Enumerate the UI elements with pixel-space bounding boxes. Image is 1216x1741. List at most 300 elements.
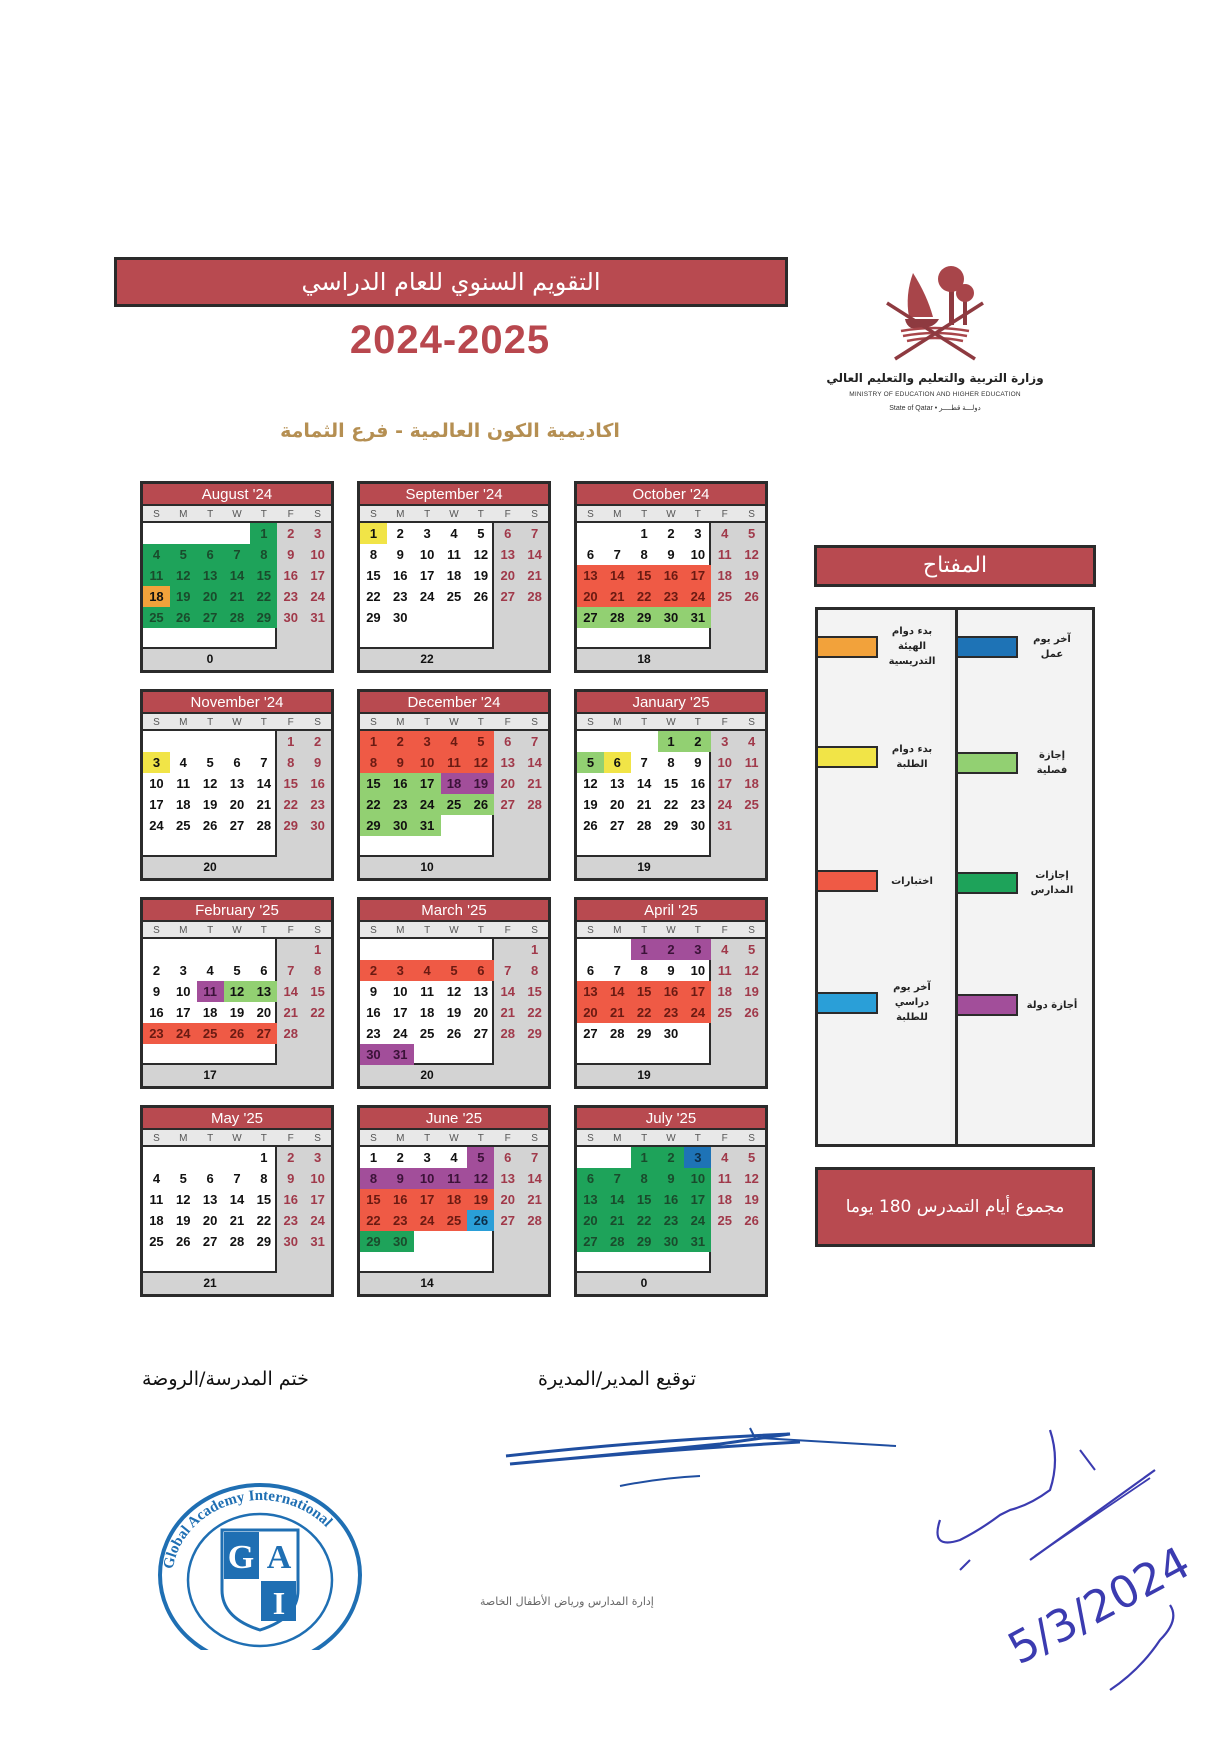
school-days-count: 21 (203, 1276, 217, 1290)
weekday-label: T (207, 925, 214, 936)
weekday-label: T (477, 925, 484, 936)
day-cell: 9 (287, 1171, 295, 1186)
day-cell: 4 (206, 963, 214, 978)
day-cell: 1 (250, 523, 277, 544)
day-cell: 23 (310, 797, 325, 812)
day-cell: 18 (717, 984, 732, 999)
day-cell: 26 (473, 589, 489, 604)
day-cell: 7 (504, 963, 512, 978)
legend-item-last-work-day: آخر يوم عمل (956, 632, 1078, 662)
day-cell: 16 (310, 776, 325, 791)
day-cell: 21 (283, 1005, 298, 1020)
weekday-label: T (641, 1133, 648, 1144)
day-cell: 9 (313, 755, 322, 770)
weekday-label: T (207, 717, 214, 728)
day-cell: 5 (170, 544, 197, 565)
day-cell: 23 (143, 1023, 170, 1044)
total-school-days-text: مجموع أيام التمدرس 180 يوما (845, 1197, 1065, 1217)
day-cell: 4 (721, 526, 729, 541)
day-cell: 20 (197, 586, 224, 607)
day-cell: 12 (170, 565, 197, 586)
day-cell: 13 (610, 776, 625, 791)
day-cell: 24 (310, 589, 325, 604)
blank-cell (277, 939, 304, 960)
weekday-header (360, 1130, 548, 1147)
day-grid (360, 523, 548, 628)
weekday-label: S (587, 1133, 594, 1144)
day-cell: 4 (450, 1150, 458, 1165)
principal-signature (500, 1420, 900, 1520)
weekday-label: T (641, 509, 648, 520)
day-cell: 29 (360, 1231, 387, 1252)
day-cell: 29 (256, 1234, 272, 1249)
day-cell: 18 (143, 586, 170, 607)
day-cell: 3 (313, 526, 322, 541)
weekday-label: M (613, 925, 622, 936)
month-card (140, 689, 334, 881)
day-cell: 5 (467, 1147, 494, 1168)
month-title: September '24 (360, 484, 548, 506)
day-cell: 17 (310, 1192, 325, 1207)
day-cell: 25 (717, 589, 732, 604)
day-cell: 22 (283, 797, 298, 812)
day-grid (143, 523, 331, 628)
day-cell: 12 (446, 984, 462, 999)
day-cell: 10 (176, 984, 191, 999)
day-cell: 18 (717, 1192, 732, 1207)
day-cell: 2 (387, 731, 414, 752)
day-cell: 4 (747, 734, 756, 749)
day-cell: 3 (684, 939, 711, 960)
day-cell: 24 (684, 1002, 711, 1023)
blank-cell (467, 939, 494, 960)
day-cell: 13 (250, 981, 277, 1002)
weekday-label: S (370, 717, 377, 728)
day-cell: 24 (414, 1210, 441, 1231)
weekday-label: T (207, 509, 214, 520)
blank-cell (577, 523, 604, 544)
day-cell: 24 (170, 1023, 197, 1044)
blank-cell (143, 523, 170, 544)
month-title: May '25 (143, 1108, 331, 1130)
day-grid (577, 939, 765, 1044)
day-cell: 22 (256, 1213, 272, 1228)
weekday-label: F (504, 1133, 511, 1144)
day-cell: 3 (313, 1150, 322, 1165)
weekday-label: T (477, 509, 484, 520)
blank-cell (577, 939, 604, 960)
day-cell: 21 (604, 1002, 631, 1023)
day-cell: 22 (250, 586, 277, 607)
weekday-label: W (232, 1133, 242, 1144)
weekday-label: W (232, 717, 242, 728)
day-cell: 7 (530, 526, 539, 541)
day-cell: 31 (684, 1231, 711, 1252)
day-cell: 23 (283, 1213, 298, 1228)
day-cell: 23 (658, 1210, 685, 1231)
day-cell: 30 (663, 1026, 679, 1041)
weekday-label: T (260, 509, 267, 520)
day-cell: 11 (176, 776, 191, 791)
day-cell: 11 (149, 1192, 164, 1207)
day-cell: 15 (631, 1189, 658, 1210)
legend-item-state-holiday: أجازة دولة (956, 994, 1078, 1016)
swatch-student-start (816, 746, 878, 768)
weekday-label: S (153, 717, 160, 728)
weekday-label: W (449, 925, 459, 936)
day-cell: 1 (658, 731, 685, 752)
day-cell: 19 (170, 586, 197, 607)
day-cell: 16 (393, 568, 408, 583)
day-cell: 27 (500, 589, 515, 604)
blank-cell (143, 731, 170, 752)
day-cell: 20 (202, 1213, 218, 1228)
weekday-label: S (531, 1133, 538, 1144)
day-cell: 30 (310, 818, 325, 833)
day-cell: 2 (658, 1147, 685, 1168)
weekday-label: M (396, 717, 405, 728)
blank-cell (170, 939, 197, 960)
month-card (140, 897, 334, 1089)
day-cell: 29 (250, 607, 277, 628)
weekday-label: T (260, 925, 267, 936)
weekday-label: F (287, 1133, 294, 1144)
day-cell: 3 (721, 734, 729, 749)
school-days-count: 20 (203, 860, 217, 874)
day-cell: 9 (387, 1168, 414, 1189)
swatch-seasonal-break (956, 752, 1018, 774)
legend-title (814, 545, 1096, 587)
day-cell: 28 (229, 1234, 245, 1249)
page-title: التقويم السنوي للعام الدراسي (301, 268, 601, 296)
department-note: إدارة المدارس ورياض الأطفال الخاصة (480, 1595, 654, 1608)
weekday-label: F (721, 925, 728, 936)
day-cell: 29 (366, 610, 381, 625)
weekday-header (143, 922, 331, 939)
day-cell: 30 (387, 1231, 414, 1252)
day-cell: 17 (419, 568, 435, 583)
blank-cell (197, 939, 224, 960)
day-cell: 24 (393, 1026, 408, 1041)
day-cell: 29 (360, 815, 387, 836)
day-cell: 11 (143, 565, 170, 586)
day-cell: 23 (393, 589, 408, 604)
weekday-header (577, 506, 765, 523)
day-cell: 6 (586, 963, 595, 978)
day-cell: 19 (229, 1005, 245, 1020)
day-cell: 10 (414, 752, 441, 773)
day-cell: 26 (170, 607, 197, 628)
day-cell: 8 (313, 963, 322, 978)
day-cell: 3 (694, 526, 702, 541)
blank-cell (170, 731, 197, 752)
day-cell: 13 (500, 755, 515, 770)
day-cell: 13 (197, 565, 224, 586)
day-cell: 29 (283, 818, 298, 833)
day-cell: 20 (577, 586, 604, 607)
day-cell: 14 (604, 565, 631, 586)
day-cell: 11 (717, 1171, 732, 1186)
month-card (574, 481, 768, 673)
legend-title-text: المفتاح (922, 553, 988, 578)
day-cell: 6 (504, 734, 512, 749)
day-cell: 12 (744, 1171, 759, 1186)
day-cell: 23 (658, 1002, 685, 1023)
blank-cell (197, 1147, 224, 1168)
blank-cell (224, 523, 251, 544)
day-cell: 25 (441, 1210, 468, 1231)
day-cell: 27 (577, 1231, 604, 1252)
day-cell: 14 (500, 984, 515, 999)
day-cell: 1 (640, 526, 648, 541)
day-cell: 12 (467, 752, 494, 773)
day-cell: 29 (631, 1231, 658, 1252)
day-cell: 10 (310, 1171, 325, 1186)
day-cell: 14 (604, 1189, 631, 1210)
weekday-label: W (449, 717, 459, 728)
day-grid (143, 1147, 331, 1252)
day-cell: 11 (441, 752, 468, 773)
day-grid (577, 523, 765, 628)
day-cell: 19 (744, 984, 759, 999)
day-cell: 9 (152, 984, 161, 999)
day-cell: 28 (500, 1026, 515, 1041)
day-cell: 15 (527, 984, 542, 999)
day-cell: 28 (604, 1231, 631, 1252)
day-cell: 2 (360, 960, 387, 981)
day-cell: 19 (744, 1192, 759, 1207)
day-cell: 20 (256, 1005, 272, 1020)
day-cell: 28 (283, 1026, 298, 1041)
day-grid (360, 731, 548, 836)
weekday-label: M (396, 925, 405, 936)
day-cell: 10 (717, 755, 732, 770)
weekday-label: S (314, 717, 321, 728)
day-cell: 20 (610, 797, 625, 812)
school-days-count: 19 (637, 1068, 651, 1082)
day-cell: 10 (414, 1168, 441, 1189)
weekday-label: T (260, 1133, 267, 1144)
day-cell: 17 (684, 565, 711, 586)
day-cell: 27 (500, 1213, 515, 1228)
day-cell: 3 (143, 752, 170, 773)
day-cell: 13 (202, 1192, 218, 1207)
day-cell: 12 (224, 981, 251, 1002)
day-cell: 27 (202, 1234, 218, 1249)
school-days-count: 10 (420, 860, 434, 874)
month-title: October '24 (577, 484, 765, 506)
day-cell: 8 (260, 1171, 268, 1186)
day-cell: 22 (663, 797, 679, 812)
weekday-label: S (748, 509, 755, 520)
day-cell: 14 (283, 984, 298, 999)
day-cell: 16 (283, 568, 298, 583)
weekday-label: F (287, 717, 294, 728)
day-cell: 16 (658, 1189, 685, 1210)
day-cell: 31 (310, 610, 325, 625)
weekday-label: M (613, 717, 622, 728)
weekday-label: S (748, 717, 755, 728)
day-cell: 9 (667, 547, 675, 562)
day-cell: 28 (604, 607, 631, 628)
day-cell: 26 (583, 818, 598, 833)
day-cell: 2 (667, 526, 675, 541)
day-cell: 17 (717, 776, 732, 791)
day-cell: 29 (631, 607, 658, 628)
weekday-label: M (396, 509, 405, 520)
day-cell: 9 (667, 963, 675, 978)
day-cell: 16 (658, 565, 685, 586)
day-cell: 22 (631, 1210, 658, 1231)
day-cell: 11 (420, 984, 435, 999)
day-cell: 6 (586, 547, 595, 562)
day-grid (143, 939, 331, 1044)
day-cell: 26 (176, 1234, 191, 1249)
day-cell: 23 (387, 1210, 414, 1231)
day-cell: 7 (640, 755, 648, 770)
svg-text:5/3/2024: 5/3/2024 (999, 1537, 1199, 1675)
day-cell: 28 (224, 607, 251, 628)
ministry-logo (820, 255, 1050, 412)
day-cell: 21 (636, 797, 652, 812)
day-cell: 8 (250, 544, 277, 565)
day-cell: 5 (477, 526, 485, 541)
day-cell: 4 (450, 526, 458, 541)
day-cell: 9 (287, 547, 295, 562)
month-card (574, 689, 768, 881)
school-days-count: 22 (420, 652, 434, 666)
day-cell: 22 (360, 1210, 387, 1231)
svg-text:A: A (266, 1539, 292, 1576)
day-cell: 17 (310, 568, 325, 583)
day-cell: 27 (197, 607, 224, 628)
school-branch-subtitle: اكاديمية الكون العالمية - فرع الثمامة (280, 420, 620, 442)
day-cell: 16 (658, 981, 685, 1002)
day-cell: 15 (360, 773, 387, 794)
day-cell: 7 (287, 963, 295, 978)
day-cell: 18 (149, 1213, 164, 1228)
day-cell: 19 (202, 797, 218, 812)
principal-signature-label: توقيع المدير/المديرة (538, 1368, 697, 1390)
weekday-label: S (748, 925, 755, 936)
day-cell: 11 (744, 755, 759, 770)
day-cell: 20 (500, 1192, 515, 1207)
weekday-label: S (531, 509, 538, 520)
day-cell: 2 (313, 734, 322, 749)
weekday-label: M (613, 1133, 622, 1144)
day-cell: 31 (310, 1234, 325, 1249)
day-cell: 5 (441, 960, 468, 981)
day-cell: 7 (260, 755, 268, 770)
day-cell: 8 (369, 547, 378, 562)
legend-item-student-start: بدء دوام الطلبة (816, 742, 938, 772)
day-cell: 23 (690, 797, 706, 812)
day-cell: 1 (369, 1150, 378, 1165)
day-cell: 16 (690, 776, 706, 791)
day-cell: 19 (446, 1005, 462, 1020)
school-days-count: 14 (420, 1276, 434, 1290)
day-cell: 21 (527, 568, 542, 583)
day-cell: 5 (747, 526, 756, 541)
swatch-school-holidays (956, 872, 1018, 894)
day-cell: 30 (283, 1234, 298, 1249)
day-cell: 14 (224, 565, 251, 586)
day-cell: 20 (500, 776, 515, 791)
weekday-label: S (153, 1133, 160, 1144)
day-cell: 21 (500, 1005, 515, 1020)
day-grid (143, 731, 331, 836)
day-cell: 4 (143, 544, 170, 565)
day-cell: 10 (393, 984, 408, 999)
weekday-label: F (721, 1133, 728, 1144)
weekday-label: F (287, 509, 294, 520)
day-cell: 3 (423, 1150, 431, 1165)
day-cell: 17 (176, 1005, 191, 1020)
day-cell: 26 (467, 794, 494, 815)
month-title: August '24 (143, 484, 331, 506)
weekday-label: M (396, 1133, 405, 1144)
day-cell: 24 (684, 586, 711, 607)
month-card (357, 1105, 551, 1297)
blank-cell (577, 1147, 604, 1168)
total-school-days (815, 1167, 1095, 1247)
day-cell: 14 (527, 755, 542, 770)
day-cell: 6 (467, 960, 494, 981)
day-cell: 31 (717, 818, 732, 833)
swatch-exams (816, 870, 878, 892)
weekday-label: W (666, 717, 676, 728)
day-cell: 7 (613, 547, 621, 562)
day-cell: 4 (179, 755, 187, 770)
day-cell: 28 (527, 1213, 542, 1228)
day-cell: 5 (467, 731, 494, 752)
blank-cell (170, 1147, 197, 1168)
day-cell: 10 (310, 547, 325, 562)
day-cell: 15 (366, 568, 381, 583)
day-cell: 3 (179, 963, 187, 978)
weekday-label: W (666, 925, 676, 936)
day-cell: 21 (527, 776, 542, 791)
swatch-last-work-day (956, 636, 1018, 658)
day-cell: 8 (287, 755, 295, 770)
day-cell: 9 (369, 984, 378, 999)
weekday-label: M (179, 925, 188, 936)
weekday-label: M (179, 1133, 188, 1144)
day-cell: 4 (721, 942, 729, 957)
day-cell: 15 (250, 565, 277, 586)
day-cell: 14 (604, 981, 631, 1002)
month-card (574, 1105, 768, 1297)
blank-cell (197, 731, 224, 752)
school-days-count: 20 (420, 1068, 434, 1082)
day-cell: 30 (283, 610, 298, 625)
legend-item-exams: اختبارات (816, 870, 938, 892)
svg-text:I: I (272, 1585, 286, 1621)
day-cell: 25 (717, 1005, 732, 1020)
day-cell: 29 (663, 818, 679, 833)
weekday-label: T (424, 717, 431, 728)
day-cell: 14 (636, 776, 652, 791)
day-cell: 31 (684, 607, 711, 628)
day-cell: 7 (224, 544, 251, 565)
weekday-label: M (179, 717, 188, 728)
day-cell: 27 (500, 797, 515, 812)
weekday-label: W (666, 509, 676, 520)
day-cell: 1 (360, 731, 387, 752)
day-cell: 12 (202, 776, 218, 791)
state-of-qatar: State of Qatar • دولـــة قطــــر (889, 405, 981, 412)
day-cell: 15 (360, 1189, 387, 1210)
